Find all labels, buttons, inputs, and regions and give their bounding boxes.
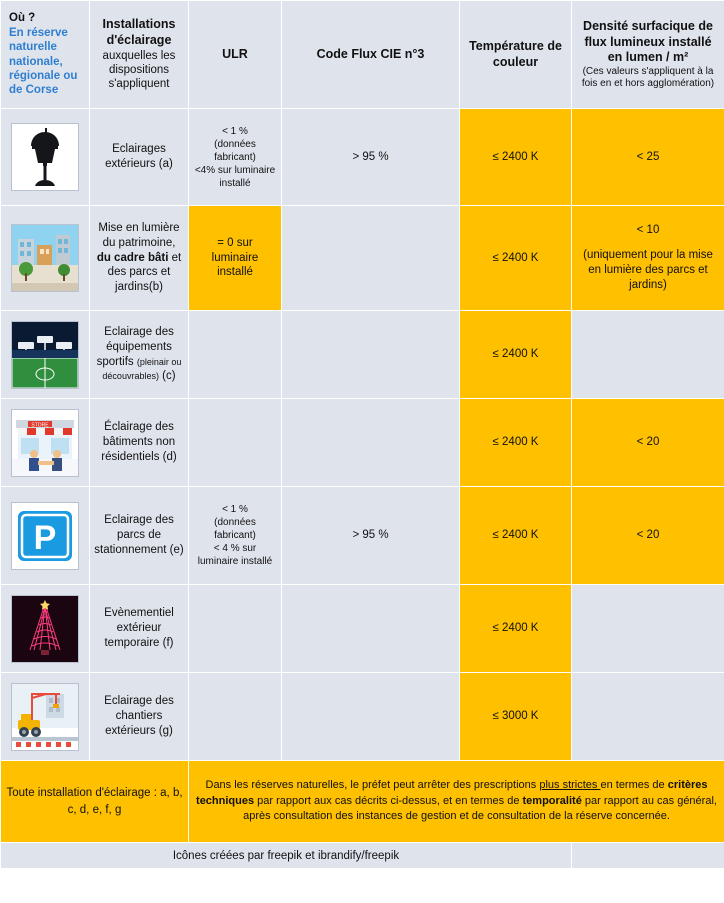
cell-code-flux [282,311,460,399]
row-icon-cell [1,311,90,399]
svg-text:P: P [33,518,57,557]
cell-densite: < 25 [572,109,724,206]
footer-note-row [1,761,724,843]
row-icon-cell [1,585,90,673]
note-part3: par rapport aux cas décrits ci-dessus, et en termes de [254,794,523,807]
heritage-building-icon [11,224,79,292]
cell-code-flux [282,206,460,311]
cell-densite: < 20 [572,487,724,585]
cell-densite [572,206,724,311]
cell-temperature: ≤ 2400 K [460,399,572,487]
table-row [1,109,724,206]
christmas-tree-icon [11,595,79,663]
cell-code-flux [282,585,460,673]
table-body [1,109,724,869]
table-header-row [1,1,724,109]
header-temperature: Température de couleur [460,1,572,109]
credit-row [1,843,724,869]
row-icon-cell [1,399,90,487]
header-installations-sub: auxquelles les dispositions s'appliquent [102,49,176,91]
stadium-icon [11,321,79,389]
cell-installation: Evènementiel extérieur temporaire (f) [90,585,189,673]
cell-installation: Mise en lumière du patrimoine, du cadre bâti et des parcs et jardins(b) [90,206,189,311]
shop-icon [11,409,79,477]
streetlamp-icon [11,123,79,191]
table-row [1,673,724,761]
note-critere: critères techniques [196,778,708,807]
table-row [1,487,724,585]
header-code-flux: Code Flux CIE n°3 [282,1,460,109]
credit-text: Icônes créées par freepik et ibrandify/freepik [1,843,572,869]
note-part1: Dans les réserves naturelles, le préfet peut arrêter des prescriptions [205,778,540,791]
header-where-line2: En réserve naturelle nationale, régionale ou de Corse [9,26,78,97]
construction-site-icon [11,683,79,751]
cell-densite-note: (uniquement pour la mise en lumière des parcs et jardins) [583,249,713,291]
cell-densite: < 20 [572,399,724,487]
cell-installation: Eclairage des chantiers extérieurs (g) [90,673,189,761]
row-icon-cell [1,206,90,311]
header-ulr: ULR [189,1,282,109]
cell-code-flux: > 95 % [282,109,460,206]
cell-code-flux [282,399,460,487]
parking-icon [11,502,79,570]
header-installations-title: Installations d'éclairage [102,17,176,47]
footer-prefect-note [189,761,724,843]
cell-ulr [189,585,282,673]
cell-densite-value: < 10 [636,224,660,237]
header-densite-title: Densité surfacique de flux lumineux installé en lumen / m² [583,19,713,65]
cell-ulr: = 0 sur luminaire installé [189,206,282,311]
note-temporalite: temporalité [522,794,582,807]
row-icon-cell [1,487,90,585]
cell-temperature: ≤ 2400 K [460,206,572,311]
cell-code-flux: > 95 % [282,487,460,585]
row-icon-cell [1,673,90,761]
table-row [1,399,724,487]
table-row [1,206,724,311]
cell-temperature: ≤ 2400 K [460,487,572,585]
header-installations [90,1,189,109]
cell-temperature: ≤ 2400 K [460,109,572,206]
cell-installation: Eclairage des équipements sportifs (pleinair ou découvrables) (c) [90,311,189,399]
header-where [1,1,90,109]
cell-densite [572,673,724,761]
cell-installation: Éclairage des bâtiments non résidentiels (d) [90,399,189,487]
header-where-line1: Où ? [9,12,36,25]
cell-densite [572,311,724,399]
note-part4: par rapport au cas général, après consultation des instances de gestion et de consultation de la réserve concernée. [243,794,717,823]
cell-temperature: ≤ 2400 K [460,311,572,399]
svg-text:STORE: STORE [31,422,49,428]
table-row [1,585,724,673]
cell-ulr: < 1 % (données fabricant) <4% sur luminaire installé [189,109,282,206]
cell-ulr [189,673,282,761]
note-strict: plus strictes [539,778,601,791]
cell-densite [572,585,724,673]
table-row [1,311,724,399]
cell-temperature: ≤ 3000 K [460,673,572,761]
credit-blank-cell [572,843,724,869]
footer-scope-label: Toute installation d'éclairage : a, b, c, d, e, f, g [1,761,189,843]
cell-installation: Eclairages extérieurs (a) [90,109,189,206]
row-icon-cell [1,109,90,206]
note-part2: en termes de [600,778,668,791]
cell-code-flux [282,673,460,761]
cell-ulr: < 1 % (données fabricant) < 4 % sur luminaire installé [189,487,282,585]
cell-installation: Eclairage des parcs de stationnement (e) [90,487,189,585]
header-densite-note: (Ces valeurs s'appliquent à la fois en et hors agglomération) [581,65,715,89]
cell-temperature: ≤ 2400 K [460,585,572,673]
cell-ulr [189,399,282,487]
header-densite [572,1,724,109]
cell-ulr [189,311,282,399]
